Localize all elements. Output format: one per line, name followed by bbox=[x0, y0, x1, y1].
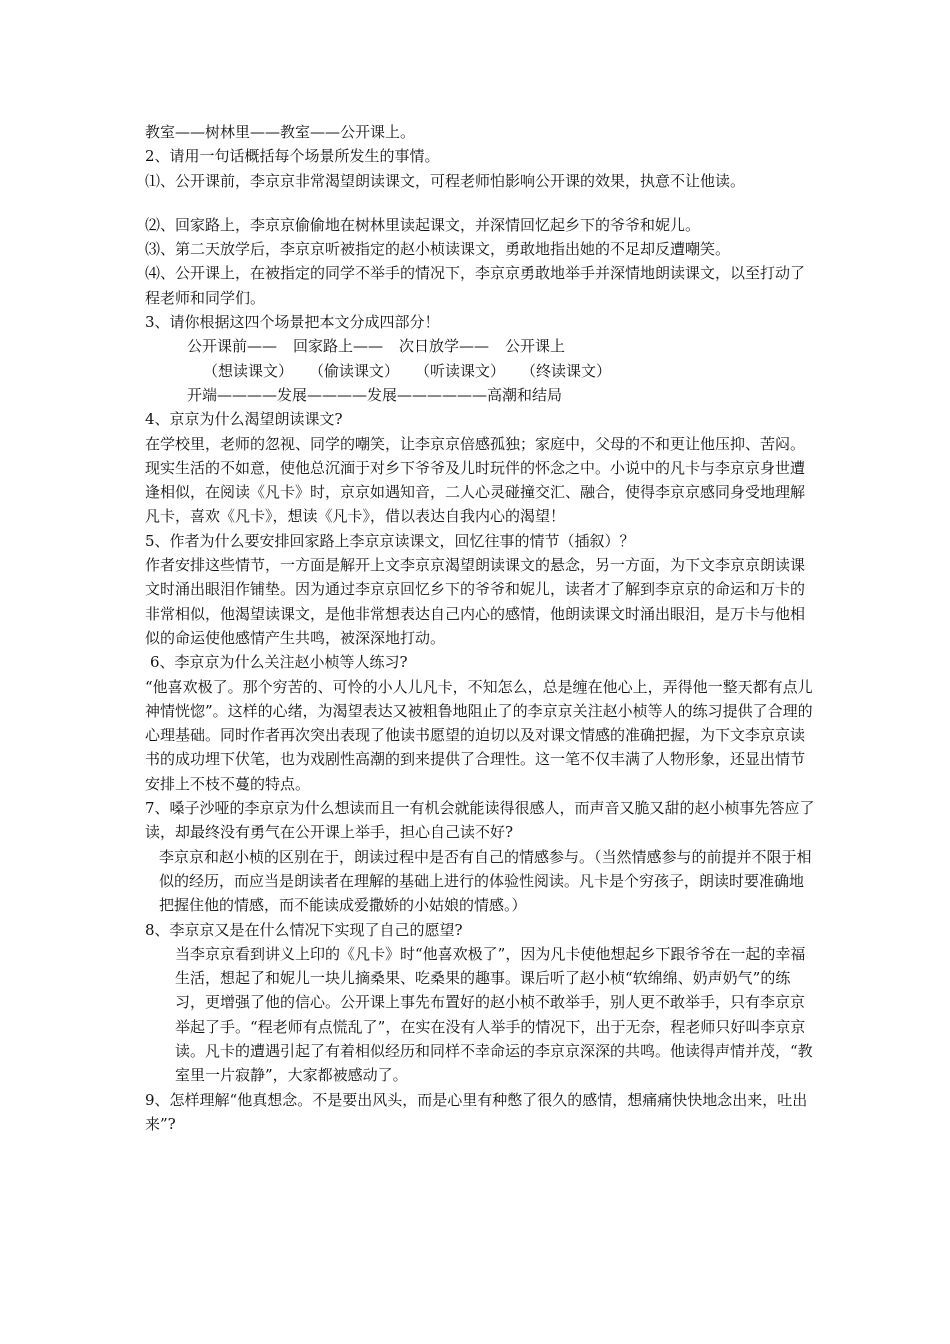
question-6: 6、李京京为什么关注赵小桢等人练习? bbox=[150, 653, 408, 672]
answer-8: 当李京京看到讲义上印的《凡卡》时“他喜欢极了”，因为凡卡使他想起乡下跟爷爷在一起的幸福生活，想起了和妮儿一块儿摘桑果、吃桑果的趣事。课后听了赵小桢“软绵绵、奶声奶气”的练习，更增强了他的信心。公开课上事先布置好的赵小桢不敢举手，别人更不敢举手，只有李京京举起了手。“程老师有点慌乱了”，在实在没有人举手的情况下，出于无奈，程老师只好叫李京京读。凡卡的遭遇引起了有着相似经历和同样不幸命运的李京京深深的共鸣。他读得声情并茂，“教室里一片寂静”，大家都被感动了。 bbox=[175, 944, 813, 1085]
question-8: 8、李京京又是在什么情况下实现了自己的愿望? bbox=[145, 920, 463, 939]
answer-7: 李京京和赵小桢的区别在于，朗读过程中是否有自己的情感参与。（当然情感参与的前提并不限于相似的经历，而应当是朗读者在理解的基础上进行的体验性阅读。凡卡是个穷孩子，朗读时要准确地把握住他的情感，而不能读成爱撒娇的小姑娘的情感。） bbox=[159, 847, 812, 915]
answer-2-4: ⑷、公开课上，在被指定的同学不举手的情况下，李京京勇敢地举手并深情地朗读课文，以至打动了程老师和同学们。 bbox=[145, 264, 806, 307]
scene-4: 公开课上 bbox=[505, 337, 566, 356]
answer-4: 在学校里，老师的忽视、同学的嘲笑，让李京京倍感孤独；家庭中，父母的不和更让他压抑、苦闷。现实生活的不如意，使他总沉湎于对乡下爷爷及儿时玩伴的怀念之中。小说中的凡卡与李京京身世遭逢相似，在阅读《凡卡》时，京京如遇知音，二人心灵碰撞交汇、融合，使得李京京感同身受地理解凡卡，喜欢《凡卡》，想读《凡卡》，借以表达自我内心的渴望！ bbox=[145, 434, 806, 526]
answer-2-2: ⑵、回家路上，李京京偷偷地在树林里读起课文，并深情回忆起乡下的爷爷和妮儿。 bbox=[145, 215, 701, 234]
question-2: 2、请用一句话概括每个场景所发生的事情。 bbox=[145, 147, 440, 166]
text-line: 教室——树林里——教室——公开课上。 bbox=[145, 123, 416, 141]
reading-3: （听读课文） bbox=[415, 361, 506, 380]
reading-2: （偷读课文） bbox=[309, 361, 400, 380]
question-7: 7、嗓子沙哑的李京京为什么想读而且一有机会就能读得很感人，而声音又脆又甜的赵小桢事先答应了读，却最终没有勇气在公开课上举手，担心自己读不好? bbox=[145, 799, 815, 842]
question-4: 4、京京为什么渴望朗读课文? bbox=[145, 410, 343, 429]
reading-1: （想读课文） bbox=[203, 361, 294, 380]
scene-2: 回家路上—— bbox=[293, 337, 384, 356]
scene-row bbox=[145, 334, 815, 358]
document-page bbox=[145, 120, 815, 1136]
question-5: 5、作者为什么要安排回家路上李京京读课文，回忆往事的情节（插叙）？ bbox=[145, 531, 635, 550]
reading-4: （终读课文） bbox=[521, 361, 612, 380]
blank-line bbox=[145, 193, 815, 213]
reading-row bbox=[145, 359, 815, 383]
answer-5: 作者安排这些情节，一方面是解开上文李京京渴望朗读课文的悬念，另一方面，为下文李京京朗读课文时涌出眼泪作铺垫。因为通过李京京回忆乡下的爷爷和妮儿，读者才了解到李京京的命运和万卡的非常相似，他渴望读课文，是他非常想表达自己内心的感情，他朗读课文时涌出眼泪，是万卡与他相似的命运使他感情产生共鸣，被深深地打动。 bbox=[145, 556, 806, 647]
question-3: 3、请你根据这四个场景把本文分成四部分！ bbox=[145, 313, 440, 332]
question-9: 9、怎样理解“他真想念。不是要出风头，而是心里有种憋了很久的感情，想痛痛快快地念出来，吐出来”? bbox=[145, 1090, 808, 1133]
answer-2-3: ⑶、第二天放学后，李京京听被指定的赵小桢读课文，勇敢地指出她的不足却反遭嘲笑。 bbox=[145, 240, 731, 259]
answer-6: “他喜欢极了。那个穷苦的、可怜的小人儿凡卡，不知怎么，总是缠在他心上，弄得他一整天都有点儿神情恍惚”。这样的心绪，为渴望表达又被粗鲁地阻止了的李京京关注赵小桢等人的练习提供了合理的心理基础。同时作者再次突出表现了他读书愿望的迫切以及对课文情感的准确把握，为下文李京京读书的成功埋下伏笔，也为戏剧性高潮的到来提供了合理性。这一笔不仅丰满了人物形象，还显出情节安排上不枝不蔓的特点。 bbox=[145, 677, 813, 793]
answer-2-1: ⑴、公开课前，李京京非常渴望朗读课文，可程老师怕影响公开课的效果，执意不让他读。 bbox=[145, 171, 746, 190]
scene-1: 公开课前—— bbox=[187, 337, 278, 356]
scene-3: 次日放学—— bbox=[399, 337, 490, 356]
structure-row: 开端————发展————发展——————高潮和结局 bbox=[187, 385, 563, 404]
